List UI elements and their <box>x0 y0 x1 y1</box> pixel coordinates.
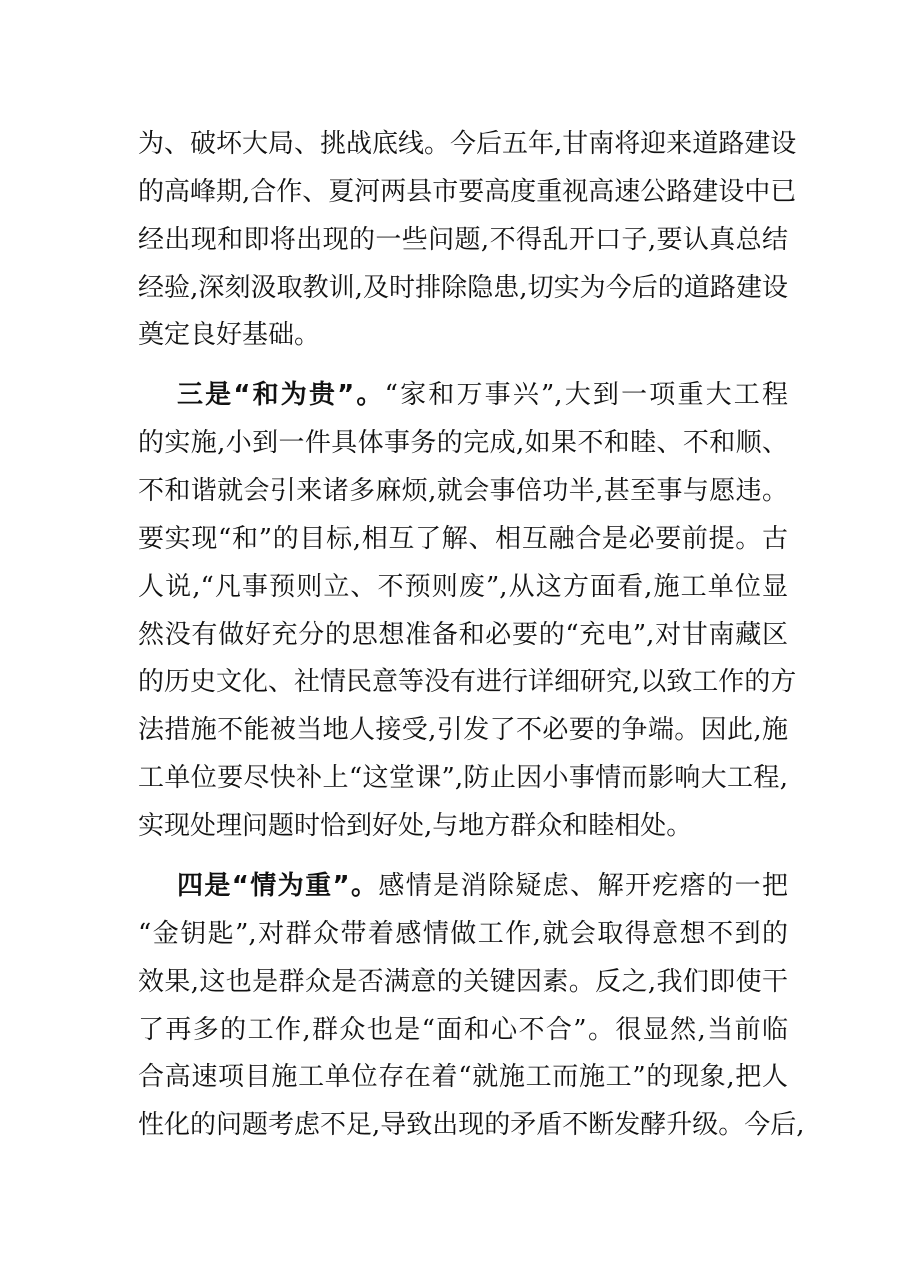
paragraph-3-line-5: 合高速项目施工单位存在着“就施工而施工”的现象,把人 <box>138 1062 788 1092</box>
paragraph-1-line-2: 的高峰期,合作、夏河两县市要高度重视高速公路建设中已 <box>138 177 797 207</box>
paragraph-2-line-10: 实现处理问题时恰到好处,与地方群众和睦相处。 <box>138 811 693 841</box>
paragraph-2-line-8: 法措施不能被当地人接受,引发了不必要的争端。因此,施 <box>138 715 788 745</box>
paragraph-3-heading: 四是“情为重”。 <box>177 871 379 901</box>
paragraph-3-first-line-text: 感情是消除疑虑、解开疙瘩的一把 <box>378 871 788 901</box>
paragraph-1-line-1: 为、破坏大局、挑战底线。今后五年,甘南将迎来道路建设 <box>138 129 797 159</box>
paragraph-2-line-7: 的历史文化、社情民意等没有进行详细研究,以致工作的方 <box>138 667 797 697</box>
paragraph-2-line-3: 不和谐就会引来诸多麻烦,就会事倍功半,甚至事与愿违。 <box>138 476 788 506</box>
paragraph-3-line-3: 效果,这也是群众是否满意的关键因素。反之,我们即使干 <box>138 967 788 997</box>
paragraph-1-line-4: 经验,深刻汲取教训,及时排除隐患,切实为今后的道路建设 <box>138 273 788 303</box>
paragraph-3-first-line <box>177 862 788 910</box>
paragraph-2-line-2: 的实施,小到一件具体事务的完成,如果不和睦、不和顺、 <box>138 428 788 458</box>
paragraph-2-first-line <box>177 371 788 419</box>
paragraph-2-line-6: 然没有做好充分的思想准备和必要的“充电”,对甘南藏区 <box>138 620 788 650</box>
paragraph-1-line-5: 奠定良好基础。 <box>138 320 321 350</box>
paragraph-3-line-4: 了再多的工作,群众也是“面和心不合”。很显然,当前临 <box>138 1015 788 1045</box>
paragraph-2-line-9: 工单位要尽快补上“这堂课”,防止因小事情而影响大工程, <box>138 763 788 793</box>
paragraph-2-heading: 三是“和为贵”。 <box>177 380 385 410</box>
paragraph-2-first-line-text: “家和万事兴”,大到一项重大工程 <box>384 380 788 410</box>
paragraph-2-line-4: 要实现“和”的目标,相互了解、相互融合是必要前提。古 <box>138 524 788 554</box>
paragraph-2-line-5: 人说,“凡事预则立、不预则废”,从这方面看,施工单位显 <box>138 572 788 602</box>
paragraph-3-line-6: 性化的问题考虑不足,导致出现的矛盾不断发酵升级。今后, <box>138 1110 805 1140</box>
paragraph-1-line-3: 经出现和即将出现的一些问题,不得乱开口子,要认真总结 <box>138 225 788 255</box>
paragraph-3-line-2: “金钥匙”,对群众带着感情做工作,就会取得意想不到的 <box>138 919 788 949</box>
